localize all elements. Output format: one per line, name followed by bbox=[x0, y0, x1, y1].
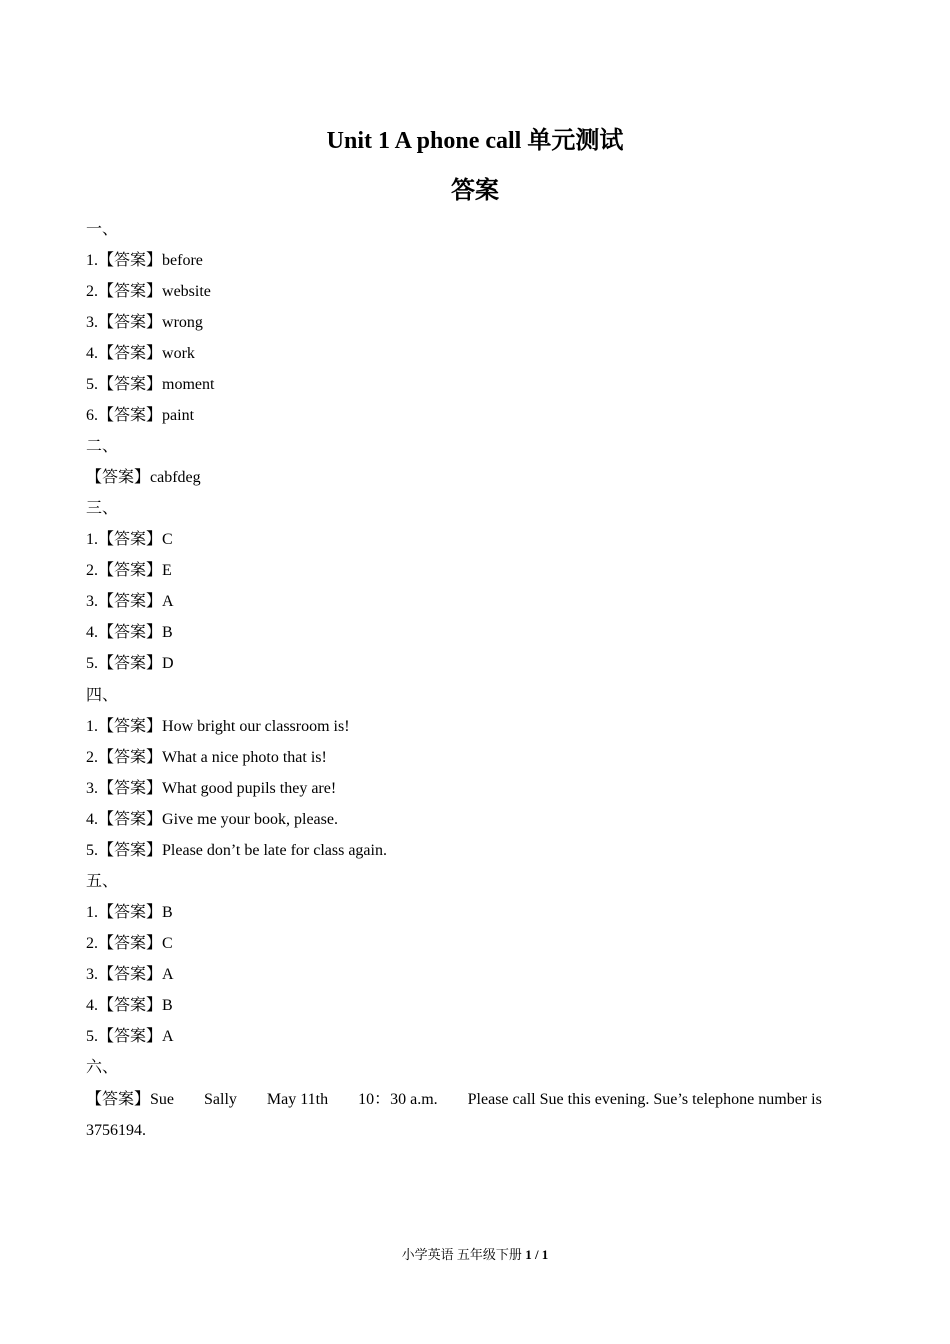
answer-line: 4.【答案】Give me your book, please. bbox=[86, 811, 338, 828]
answer-line: 1.【答案】C bbox=[86, 531, 173, 548]
answer-line: 2.【答案】E bbox=[86, 562, 172, 579]
answer-line: 3.【答案】wrong bbox=[86, 314, 203, 331]
answer-line: 3.【答案】A bbox=[86, 966, 174, 983]
answer-line: 5.【答案】A bbox=[86, 1028, 174, 1045]
answer-line: 2.【答案】website bbox=[86, 283, 211, 300]
section-heading-3: 三、 bbox=[86, 500, 119, 517]
section-heading-5: 五、 bbox=[86, 873, 119, 890]
section-heading-1: 一、 bbox=[86, 221, 119, 238]
answer-line: 6.【答案】paint bbox=[86, 407, 195, 424]
answer-line: 【答案】cabfdeg bbox=[86, 469, 201, 486]
answer-line: 5.【答案】D bbox=[86, 655, 174, 672]
section-heading-2: 二、 bbox=[86, 438, 119, 455]
page-footer: 小学英语 五年级下册 1 / 1 bbox=[401, 1247, 549, 1262]
answer-line: 5.【答案】Please don’t be late for class again. bbox=[86, 842, 387, 859]
answer-line: 4.【答案】B bbox=[86, 624, 173, 641]
page-number: 1 / 1 bbox=[525, 1247, 549, 1262]
section-heading-4: 四、 bbox=[86, 687, 119, 704]
answer-line-continuation: 3756194. bbox=[86, 1122, 146, 1139]
answer-line: 1.【答案】before bbox=[86, 252, 203, 269]
answer-line: 3.【答案】A bbox=[86, 593, 174, 610]
answer-line: 1.【答案】B bbox=[86, 904, 173, 921]
section-heading-6: 六、 bbox=[86, 1059, 119, 1076]
answer-line: 1.【答案】How bright our classroom is! bbox=[86, 718, 350, 735]
answer-line: 【答案】Sue Sally May 11th 10：30 a.m. Please call Sue this evening. Sue’s telephone number is bbox=[86, 1091, 822, 1108]
answer-line: 3.【答案】What good pupils they are! bbox=[86, 780, 337, 797]
answer-line: 4.【答案】B bbox=[86, 997, 173, 1014]
answer-line: 2.【答案】C bbox=[86, 935, 173, 952]
answer-line: 5.【答案】moment bbox=[86, 376, 215, 393]
document-title: Unit 1 A phone call 单元测试 bbox=[326, 128, 624, 154]
document-subtitle: 答案 bbox=[451, 178, 499, 204]
answer-line: 2.【答案】What a nice photo that is! bbox=[86, 749, 327, 766]
answer-line: 4.【答案】work bbox=[86, 345, 195, 362]
